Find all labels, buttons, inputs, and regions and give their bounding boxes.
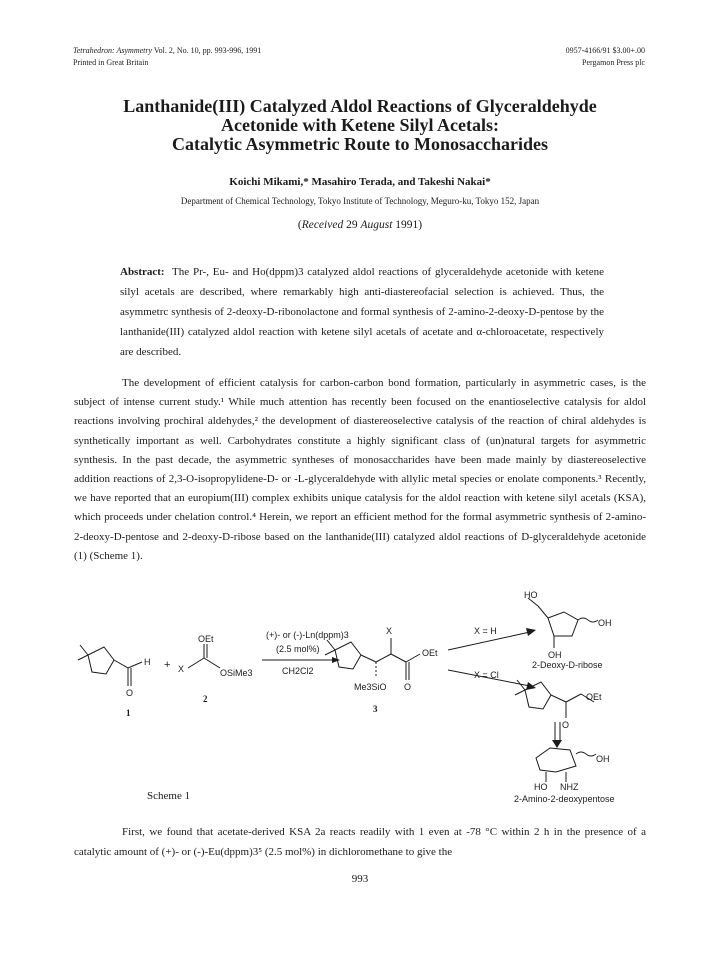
body-paragraph-2: First, we found that acetate-derived KSA 2a reacts readily with 1 even at -78 °C within 2 h in the presence of a catalytic amount of (+)- or (-)-Eu(dppm)3⁵ (2.5 mol%) in dichloromethane to give the bbox=[74, 826, 646, 858]
scheme-caption: Scheme 1 bbox=[147, 790, 191, 802]
cpd2-number: 2 bbox=[203, 694, 208, 704]
aminopentose-oh-label: OH bbox=[596, 754, 610, 764]
cpd2-osime3-label: OSiMe3 bbox=[220, 668, 253, 678]
loading-label: (2.5 mol%) bbox=[276, 644, 320, 654]
deoxyribose-oh-label: OH bbox=[598, 618, 612, 628]
abstract-text: The Pr-, Eu- and Ho(dppm)3 catalyzed aldol reactions of glyceraldehyde acetonide with ketene silyl acetals are described, where remarkably high anti-diastereofacial selection is achieved. Thus, the asymmetrc synthesis of 2-deoxy-D-ribonolactone and formal synthesis of 2-amino-2-deoxy-D-pentose by the lanthanide(III) catalyzed aldol reaction with ketene silyl acetals of acetate and α-chloroacetate, respectively are described. bbox=[120, 266, 604, 358]
cpd3-number: 3 bbox=[373, 704, 378, 714]
lactone-o-label: O bbox=[562, 720, 570, 730]
x-cl-condition: X = Cl bbox=[474, 670, 499, 680]
deoxyribose-ho-label: HO bbox=[524, 590, 538, 600]
plus-sign: + bbox=[164, 659, 171, 671]
cpd2-x-label: X bbox=[178, 664, 185, 674]
deoxyribose-oh2-label: OH bbox=[548, 650, 562, 660]
cpd2-oet-label: OEt bbox=[198, 634, 214, 644]
scheme-1-diagram bbox=[70, 590, 650, 805]
page-number: 993 bbox=[351, 873, 369, 885]
cpd1-o-label: O bbox=[126, 688, 134, 698]
catalyst-label: (+)- or (-)-Ln(dppm)3 bbox=[266, 630, 349, 640]
running-header-right bbox=[566, 45, 645, 69]
cpd1-number: 1 bbox=[126, 708, 131, 718]
journal-citation: Tetrahedron: Asymmetry Vol. 2, No. 10, pp. 993-996, 1991 bbox=[73, 46, 262, 55]
cpd3-oet-label: OEt bbox=[422, 648, 438, 658]
publisher: Pergamon Press plc bbox=[582, 58, 645, 67]
cpd3-x-label: X bbox=[386, 626, 393, 636]
received-date: (Received 29 August 1991) bbox=[297, 219, 423, 231]
article-code: 0957-4166/91 $3.00+.00 bbox=[565, 46, 645, 55]
deoxyribose-name: 2-Deoxy-D-ribose bbox=[532, 660, 603, 670]
paper-title: Lanthanide(III) Catalyzed Aldol Reactions of Glyceraldehyde Acetonide with Ketene Silyl Acetals: Catalytic Asymmetric Route to Monosaccharides bbox=[123, 96, 597, 154]
solvent-label: CH2Cl2 bbox=[282, 666, 314, 676]
authors: Koichi Mikami,* Masahiro Terada, and Takeshi Nakai* bbox=[229, 176, 491, 188]
affiliation: Department of Chemical Technology, Tokyo Institute of Technology, Meguro-ku, Tokyo 152, Japan bbox=[180, 196, 540, 206]
cpd3-me3sio-label: Me3SiO bbox=[354, 682, 387, 692]
abstract-label: Abstract: bbox=[120, 266, 165, 278]
printed-in: Printed in Great Britain bbox=[73, 58, 149, 67]
cpd1-h-label: H bbox=[144, 657, 151, 667]
abstract bbox=[120, 262, 604, 362]
x-h-condition: X = H bbox=[474, 626, 497, 636]
body-paragraph-1: The development of efficient catalysis for carbon-carbon bond formation, particularly in asymmetric cases, is the subject of intense current study.¹ While much attention has recently been focused on the enantioselective catalysis for aldol reactions involving prochiral aldehydes,² the development of diastereoselective catalysis of the reaction of chiral aldehydes is synthetically important as well. Carbohydrates constitute a highly significant class of (un)natural targets for asymmetric synthesis. In the past decade, the asymmetric syntheses of monosaccharides have been made mainly by diastereoselective addition reactions of 2,3-O-isopropylidene-D- or -L-glyceraldehyde with allylic metal species or enolate components.³ Recently, we have reported that an europium(III) complex exhibits unique catalysis for the aldol reaction with ketene silyl acetals (KSA), which proceeds under chelation control.⁴ Herein, we report an efficient method for the formal asymmetric synthesis of 2-amino-2-deoxy-D-pentose and 2-deoxy-D-ribose based on the lanthanide(III) catalyzed aldol reactions of D-glyceraldehyde acetonide (1) (Scheme 1). bbox=[74, 377, 646, 562]
cpd1-ring bbox=[88, 647, 114, 674]
running-header-left bbox=[73, 45, 261, 69]
aminopentose-ho-label: HO bbox=[534, 782, 548, 792]
aminopentose-name: 2-Amino-2-deoxypentose bbox=[514, 794, 615, 804]
lactone-oet-label: OEt bbox=[586, 692, 602, 702]
cpd3-o-label: O bbox=[404, 682, 412, 692]
aminopentose-nhz-label: NHZ bbox=[560, 782, 579, 792]
